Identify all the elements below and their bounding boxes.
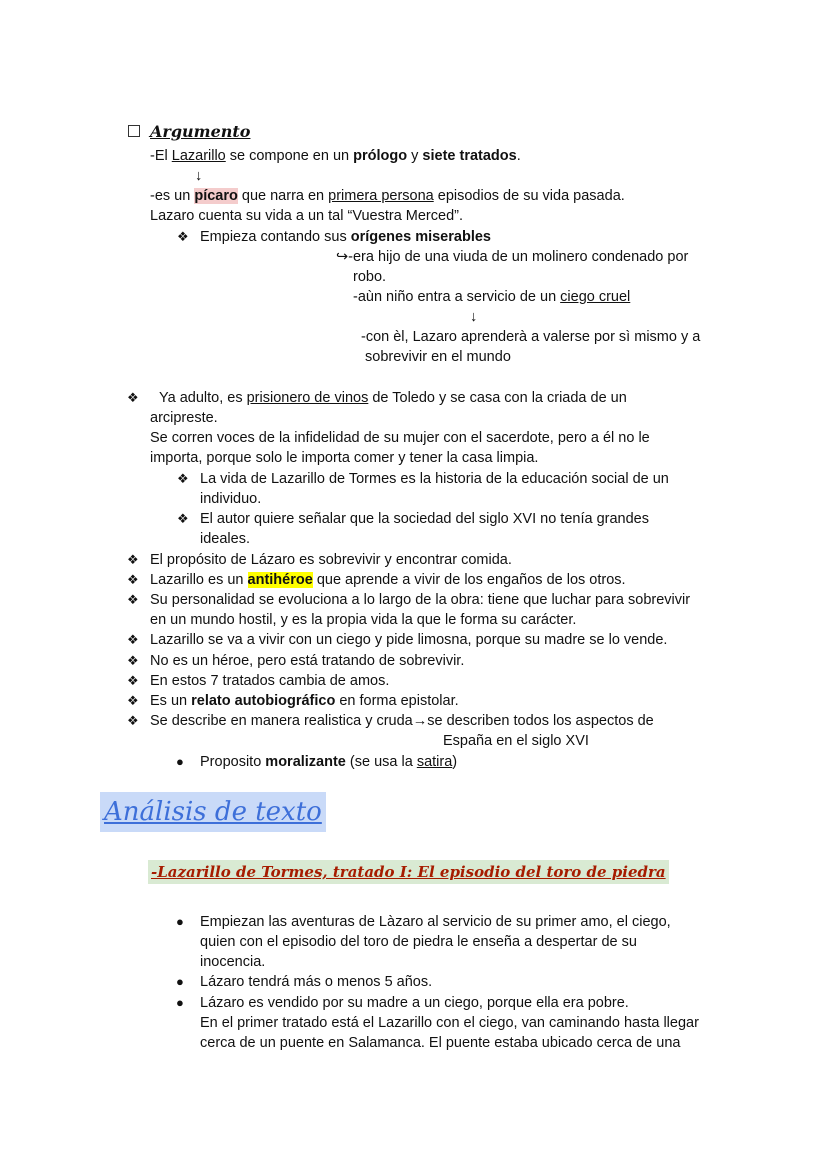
diamond-bullet-icon: ❖ [127, 673, 139, 688]
diamond-bullet-icon: ❖ [177, 511, 189, 526]
line-aventuras: Empiezan las aventuras de Làzaro al servicio de su primer amo, el ciego, [200, 914, 671, 930]
dot-bullet-icon: ● [176, 754, 184, 769]
line-prologo: -El Lazarillo se compone en un prólogo y siete tratados. [150, 148, 521, 164]
line-moralizante: Proposito moralizante (se usa la satira) [200, 754, 458, 770]
line-vendido: Lázaro es vendido por su madre a un ciego, porque ella era pobre. [200, 995, 629, 1011]
checkbox[interactable] [128, 125, 140, 137]
line-educacion: La vida de Lazarillo de Tormes es la historia de la educación social de un [200, 471, 669, 487]
line-ciego: -aùn niño entra a servicio de un ciego cruel [353, 289, 631, 305]
toro-subheading: -Lazarillo de Tormes, tratado I: El episodio del toro de piedra [148, 860, 669, 884]
line-personalidad: Su personalidad se evoluciona a lo largo de la obra: tiene que luchar para sobrevivir [150, 592, 691, 608]
argumento-heading: Argumento [150, 122, 251, 141]
line-infidelidad: Se corren voces de la infidelidad de su mujer con el sacerdote, pero a él no le [150, 430, 650, 446]
line-amos: En estos 7 tratados cambia de amos. [150, 673, 390, 689]
dot-bullet-icon: ● [176, 995, 184, 1010]
line-adulto: Ya adulto, es prisionero de vinos de Toledo y se casa con la criada de un [159, 390, 627, 406]
diamond-bullet-icon: ❖ [127, 572, 139, 587]
line-robo: robo. [353, 269, 387, 285]
diamond-bullet-icon: ❖ [127, 552, 139, 567]
line-espana: España en el siglo XVI [443, 733, 589, 749]
line-puente: cerca de un puente en Salamanca. El puente estaba ubicado cerca de una [200, 1035, 681, 1051]
line-proposito: El propósito de Lázaro es sobrevivir y encontrar comida. [150, 552, 512, 568]
line-arcipreste: arcipreste. [150, 410, 218, 426]
line-ideales: ideales. [200, 531, 250, 547]
line-importa: importa, porque solo le importa comer y tener la casa limpia. [150, 450, 539, 466]
diamond-bullet-icon: ❖ [127, 592, 139, 607]
dot-bullet-icon: ● [176, 914, 184, 929]
line-edad: Lázaro tendrá más o menos 5 años. [200, 974, 433, 990]
line-viuda: ↪-era hijo de una viuda de un molinero condenado por [336, 249, 689, 265]
line-limosna: Lazarillo se va a vivir con un ciego y pide limosna, porque su madre se lo vende. [150, 632, 668, 648]
line-antiheroe: Lazarillo es un antihéroe que aprende a vivir de los engaños de los otros. [150, 572, 626, 588]
diamond-bullet-icon: ❖ [177, 471, 189, 486]
line-heroe: No es un héroe, pero está tratando de sobrevivir. [150, 653, 465, 669]
diamond-bullet-icon: ❖ [177, 229, 189, 244]
line-individuo: individuo. [200, 491, 262, 507]
line-origenes: Empieza contando sus orígenes miserables [200, 229, 491, 245]
diamond-bullet-icon: ❖ [127, 632, 139, 647]
line-picaro: -es un pícaro que narra en primera persona episodios de su vida pasada. [150, 188, 625, 204]
line-inocencia: inocencia. [200, 954, 266, 970]
line-sobrevivir: sobrevivir en el mundo [365, 349, 511, 365]
line-realistica: Se describe en manera realistica y cruda→se describen todos los aspectos de [150, 713, 654, 729]
diamond-bullet-icon: ❖ [127, 390, 139, 405]
dot-bullet-icon: ● [176, 974, 184, 989]
line-merced: Lazaro cuenta su vida a un tal “Vuestra Merced”. [150, 208, 463, 224]
down-arrow: ↓ [470, 309, 478, 325]
diamond-bullet-icon: ❖ [127, 713, 139, 728]
line-tratado: En el primer tratado está el Lazarillo con el ciego, van caminando hasta llegar [200, 1015, 699, 1031]
line-toro: quien con el episodio del toro de piedra le enseña a despertar de su [200, 934, 637, 950]
line-valerse: -con èl, Lazaro aprenderà a valerse por sì mismo y a [361, 329, 701, 345]
down-arrow: ↓ [195, 168, 203, 184]
diamond-bullet-icon: ❖ [127, 653, 139, 668]
line-relato: Es un relato autobiográfico en forma epistolar. [150, 693, 459, 709]
line-hostil: en un mundo hostil, y es la propia vida la que le forma su carácter. [150, 612, 577, 628]
line-autor: El autor quiere señalar que la sociedad del siglo XVI no tenía grandes [200, 511, 649, 527]
analisis-heading: Análisis de texto [100, 792, 326, 832]
diamond-bullet-icon: ❖ [127, 693, 139, 708]
